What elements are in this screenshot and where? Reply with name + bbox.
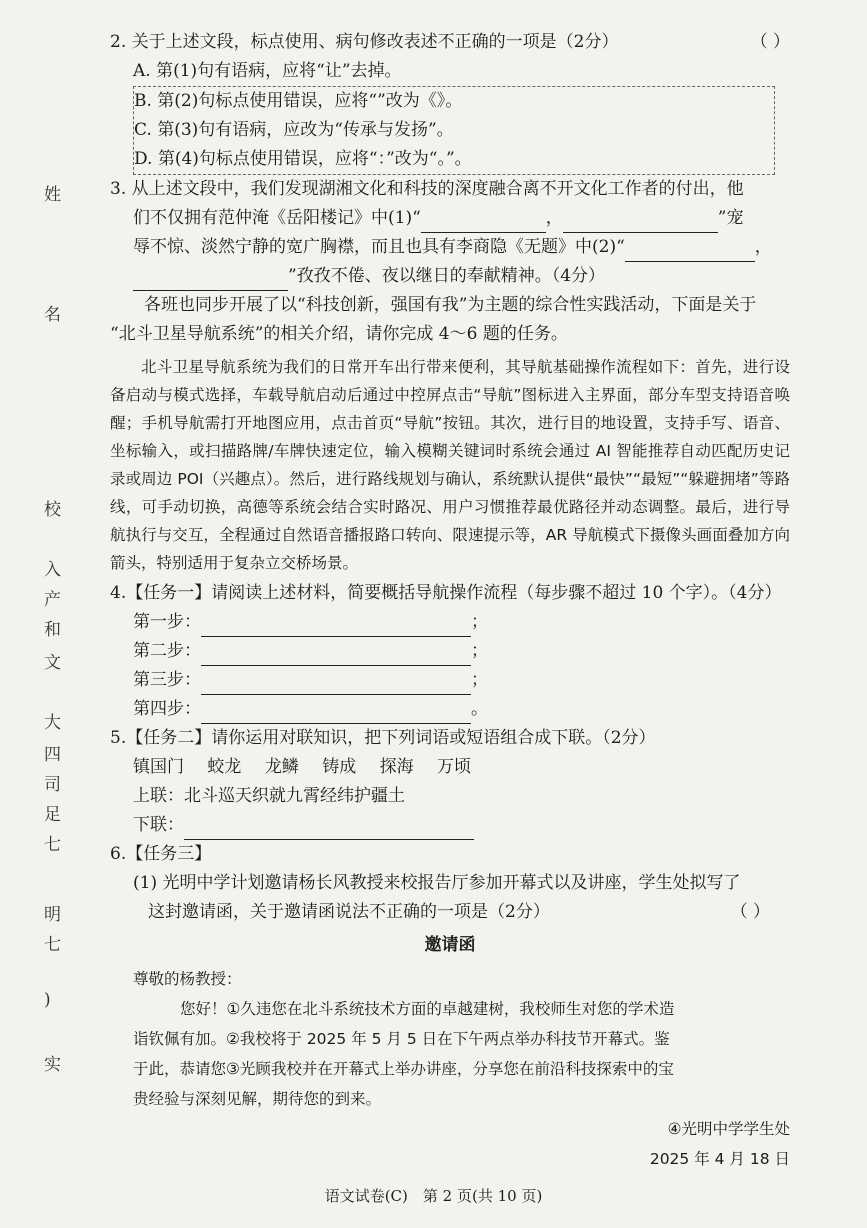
- word: 万顷: [437, 757, 472, 777]
- q4-step-4: 第四步： 。: [110, 695, 790, 724]
- letter-body-line: 于此，恭请您③光顾我校并在开幕式上举办讲座，分享您在前沿科技探索中的宝: [133, 1060, 674, 1078]
- q2-option-c: C. 第(3)句有语病，应改为“传承与发扬”。: [134, 120, 454, 140]
- letter-signature: ④光明中学学生处: [667, 1120, 790, 1138]
- q4-step-2: 第二步： ；: [110, 637, 790, 666]
- letter-title: 邀请函: [424, 935, 476, 955]
- letter-body-line: 贵经验与深刻见解，期待您的到来。: [133, 1090, 382, 1108]
- word: 铸成: [322, 757, 357, 777]
- invitation-letter: [110, 964, 790, 1174]
- letter-date: 2025 年 4 月 18 日: [649, 1150, 790, 1168]
- margin-char: 产: [44, 590, 61, 610]
- margin-char: 入: [44, 560, 61, 580]
- margin-char: 七: [44, 835, 61, 855]
- margin-char: 姓: [44, 185, 61, 205]
- margin-char: 名: [44, 305, 61, 325]
- q2-option-d: D. 第(4)句标点使用错误，应将“：”改为“。”。: [134, 149, 472, 169]
- answer-blank-2b[interactable]: [133, 270, 288, 291]
- answer-paren[interactable]: （ ）: [750, 32, 790, 52]
- q4-step-1: 第一步： ；: [110, 608, 790, 637]
- letter-body-line: 诣钦佩有加。②我校将于 2025 年 5 月 5 日在下午两点举办科技节开幕式。鉴: [133, 1030, 670, 1048]
- word: 探海: [379, 757, 414, 777]
- q2-option-b: B. 第(2)句标点使用错误，应将“”改为《》。: [134, 91, 463, 111]
- q6-sub1-line1: (1) 光明中学计划邀请杨长风教授来校报告厅参加开幕式以及讲座，学生处拟写了: [133, 873, 741, 893]
- margin-char: 实: [44, 1055, 61, 1075]
- q3-line4: ”孜孜不倦、夜以继日的奉献精神。（4分）: [110, 262, 790, 291]
- margin-char: 司: [44, 775, 61, 795]
- answer-blank-1a[interactable]: [421, 212, 546, 233]
- q3-line3: 辱不惊、淡然宁静的宽广胸襟，而且也具有李商隐《无题》中(2)“ ，: [110, 233, 790, 262]
- exam-page-content: [110, 28, 790, 1174]
- step-answer-line[interactable]: [201, 616, 471, 637]
- word: 蛟龙: [207, 757, 242, 777]
- margin-char: 四: [44, 745, 61, 765]
- margin-char: 和: [44, 620, 61, 640]
- answer-blank-1b[interactable]: [563, 212, 718, 233]
- couplet-answer-line[interactable]: [184, 819, 474, 840]
- page-footer: 语文试卷(C) 第 2 页(共 10 页): [324, 1187, 543, 1205]
- activity-intro-1: 各班也同步开展了以“科技创新，强国有我”为主题的综合性实践活动，下面是关于: [144, 295, 757, 315]
- q6-stem: 6.【任务三】: [110, 844, 212, 864]
- letter-body-line: 您好！①久违您在北斗系统技术方面的卓越建树，我校师生对您的学术造: [180, 1000, 675, 1018]
- q2-dashed-box: [133, 86, 775, 175]
- margin-char: 明: [44, 905, 61, 925]
- q2-option-a: A. 第(1)句有语病，应将“让”去掉。: [133, 61, 402, 81]
- q5-lower-couplet: 下联：: [110, 811, 790, 840]
- q3-line2: 们不仅拥有范仲淹《岳阳楼记》中(1)“ ， ”宠: [110, 204, 790, 233]
- margin-char: ): [44, 990, 51, 1010]
- passage-text: 北斗卫星导航系统为我们的日常开车出行带来便利，其导航基础操作流程如下：首先，进行设备启动与模式选择，车载导航启动后通过中控屏点击“导航”图标进入主界面，部分车型支持语音唤醒；手机导航需打开地图应用，点击首页“导航”按钮。其次，进行目的地设置，支持手写、语音、坐标输入，或扫描路牌/车牌快速定位，输入模糊关键词时系统会通过 AI 智能推荐自动匹配历史记录或周边 POI（兴趣点）。然后，进行路线规划与确认，系统默认提供“最快”“最短”“躲避拥堵”等路线，可手动切换，高德等系统会结合实时路况、用户习惯推荐最优路径并动态调整。最后，进行导航执行与交互，全程通过自然语音播报路口转向、限速提示等，AR 导航模式下摄像头画面叠加方向箭头，特别适用于复杂立交桥场景。: [110, 358, 790, 572]
- beidou-passage: [110, 353, 790, 577]
- q5-upper-couplet: 上联：北斗巡天织就九霄经纬护疆土: [133, 786, 405, 806]
- q3-line1: 3. 从上述文段中，我们发现湖湘文化和科技的深度融合离不开文化工作者的付出，他: [110, 179, 744, 199]
- margin-char: 足: [44, 805, 61, 825]
- word: 镇国门: [133, 757, 184, 777]
- q4-step-3: 第三步： ；: [110, 666, 790, 695]
- margin-char: 校: [44, 500, 61, 520]
- q6-sub1-line2: 这封邀请函，关于邀请函说法不正确的一项是（2分） （ ）: [110, 898, 790, 927]
- margin-char: 文: [44, 653, 61, 673]
- q4-stem: 4.【任务一】请阅读上述材料，简要概括导航操作流程（每步骤不超过 10 个字）。（4分）: [110, 583, 782, 603]
- word: 龙鳞: [264, 757, 299, 777]
- left-margin-binding: [0, 0, 80, 1228]
- letter-salutation: 尊敬的杨教授：: [133, 970, 242, 988]
- margin-char: 七: [44, 935, 61, 955]
- q2-stem: 2. 关于上述文段，标点使用、病句修改表述不正确的一项是（2分） （ ）: [110, 28, 790, 57]
- q5-word-list: [110, 753, 790, 782]
- answer-blank-2a[interactable]: [625, 241, 755, 262]
- answer-paren[interactable]: （ ）: [730, 902, 770, 922]
- step-answer-line[interactable]: [201, 703, 471, 724]
- q5-stem: 5.【任务二】请你运用对联知识，把下列词语或短语组合成下联。（2分）: [110, 728, 656, 748]
- activity-intro-2: “北斗卫星导航系统”的相关介绍，请你完成 4～6 题的任务。: [110, 324, 568, 344]
- step-answer-line[interactable]: [201, 645, 471, 666]
- margin-char: 大: [44, 713, 61, 733]
- step-answer-line[interactable]: [201, 674, 471, 695]
